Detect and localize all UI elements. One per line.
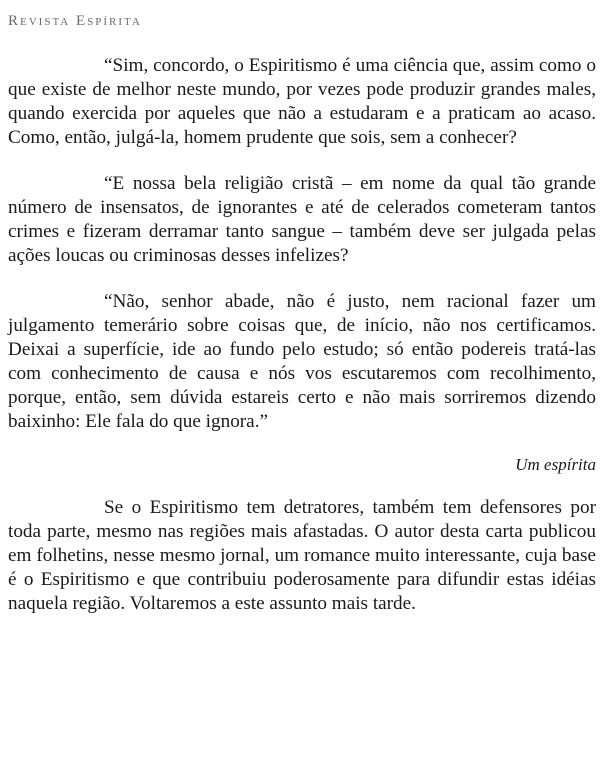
quote-paragraph-1: “Sim, concordo, o Espiritismo é uma ciência que, assim como o que existe de melhor neste mundo, por vezes pode produzir grandes males, quando exercida por aqueles que não a estudaram e a praticam ao acaso. Como, então, julgá-la, homem prudente que sois, sem a conhecer? <box>8 55 596 148</box>
paragraph-spacer <box>8 434 596 454</box>
quote-paragraph-3: “Não, senhor abade, não é justo, nem racional fazer um julgamento temerário sobre coisas que, de início, não nos certificamos. Deixai a superfície, ide ao fundo pelo estudo; só então podereis tratá-las com conhecimento de causa e nós vos escutaremos com recolhimento, porque, então, sem dúvida estareis certo e não mais sorriremos dizendo baixinho: Ele fala do que ignora.” <box>8 291 596 432</box>
running-header: Revista Espírita <box>8 13 142 29</box>
commentary-paragraph: Se o Espiritismo tem detratores, também tem defensores por toda parte, mesmo nas regiões mais afastadas. O autor desta carta publicou em folhetins, nesse mesmo jornal, um romance muito interessante, cuja base é o Espiritismo e que contribuiu poderosamente para difundir estas idéias naquela região. Voltaremos a este assunto mais tarde. <box>8 497 596 614</box>
paragraph-spacer <box>8 268 596 290</box>
paragraph-spacer <box>8 476 596 496</box>
paragraph-spacer <box>8 150 596 172</box>
signature: Um espírita <box>515 455 596 474</box>
page-body <box>8 54 596 616</box>
quote-paragraph-2: “E nossa bela religião cristã – em nome da qual tão grande número de insensatos, de ignorantes e até de celerados cometeram tantos crimes e fizeram derramar tanto sangue – também deve ser julgada pelas ações loucas ou criminosas desses infelizes? <box>8 173 596 266</box>
